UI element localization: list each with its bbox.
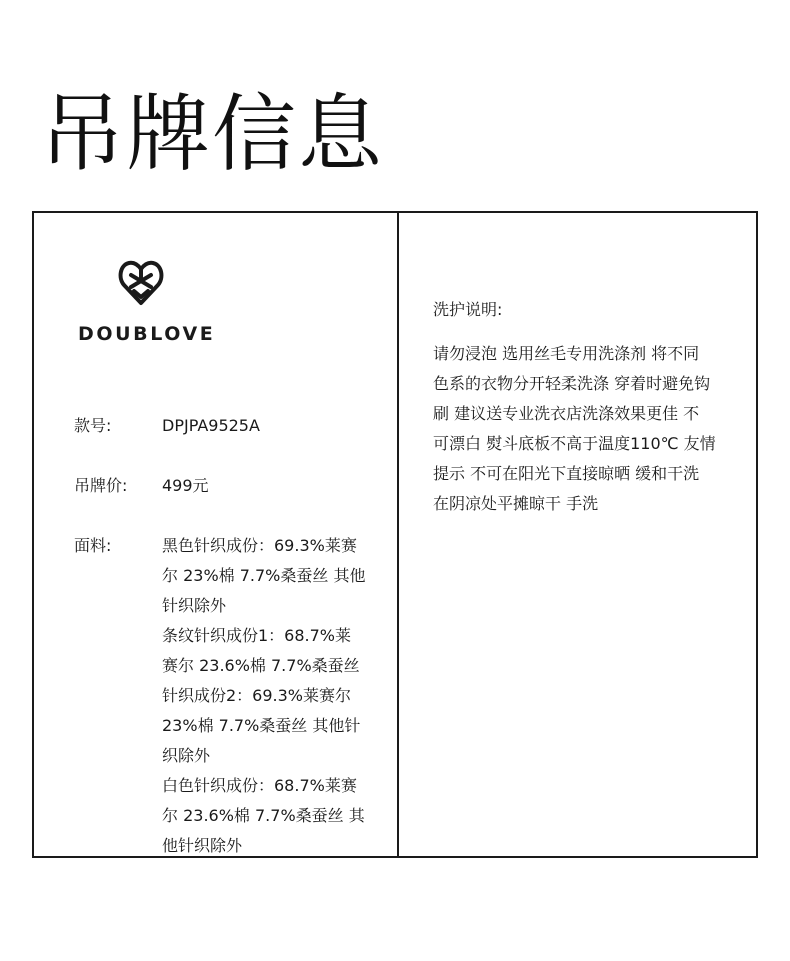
page-title: 吊牌信息 [40, 85, 385, 183]
care-line: 提示 不可在阳光下直接晾晒 缓和干洗 [433, 464, 700, 483]
heart-knot-icon [118, 257, 164, 307]
price-value: 499元 [162, 476, 209, 495]
fabric-line: 针织成份2：69.3%莱赛尔 [162, 686, 352, 705]
fabric-line: 白色针织成份：68.7%莱赛 [162, 776, 357, 795]
fabric-line: 23%棉 7.7%桑蚕丝 其他针 [162, 716, 361, 735]
fabric-line: 织除外 [162, 746, 211, 765]
care-line: 在阴凉处平摊晾干 手洗 [433, 494, 599, 513]
care-instructions [433, 339, 753, 519]
hang-tag-panel [32, 211, 758, 858]
care-line: 可漂白 熨斗底板不高于温度110℃ 友情 [433, 434, 716, 453]
fabric-line: 赛尔 23.6%棉 7.7%桑蚕丝 [162, 656, 360, 675]
style-number-label: 款号: [74, 416, 112, 435]
fabric-line: 尔 23%棉 7.7%桑蚕丝 其他 [162, 566, 366, 585]
price-label: 吊牌价: [74, 476, 128, 495]
fabric-line: 他针织除外 [162, 836, 243, 855]
fabric-line: 尔 23.6%棉 7.7%桑蚕丝 其 [162, 806, 365, 825]
fabric-composition [162, 531, 382, 861]
care-title: 洗护说明: [433, 300, 503, 319]
fabric-line: 针织除外 [162, 596, 227, 615]
brand-name: DOUBLOVE [78, 323, 216, 345]
fabric-line: 黑色针织成份：69.3%莱赛 [162, 536, 357, 555]
fabric-label: 面料: [74, 536, 112, 555]
style-number-value: DPJPA9525A [162, 416, 260, 435]
care-line: 色系的衣物分开轻柔洗涤 穿着时避免钩 [433, 374, 711, 393]
care-line: 刷 建议送专业洗衣店洗涤效果更佳 不 [433, 404, 700, 423]
column-divider [397, 213, 399, 856]
fabric-line: 条纹针织成份1：68.7%莱 [162, 626, 352, 645]
care-line: 请勿浸泡 选用丝毛专用洗涤剂 将不同 [433, 344, 700, 363]
